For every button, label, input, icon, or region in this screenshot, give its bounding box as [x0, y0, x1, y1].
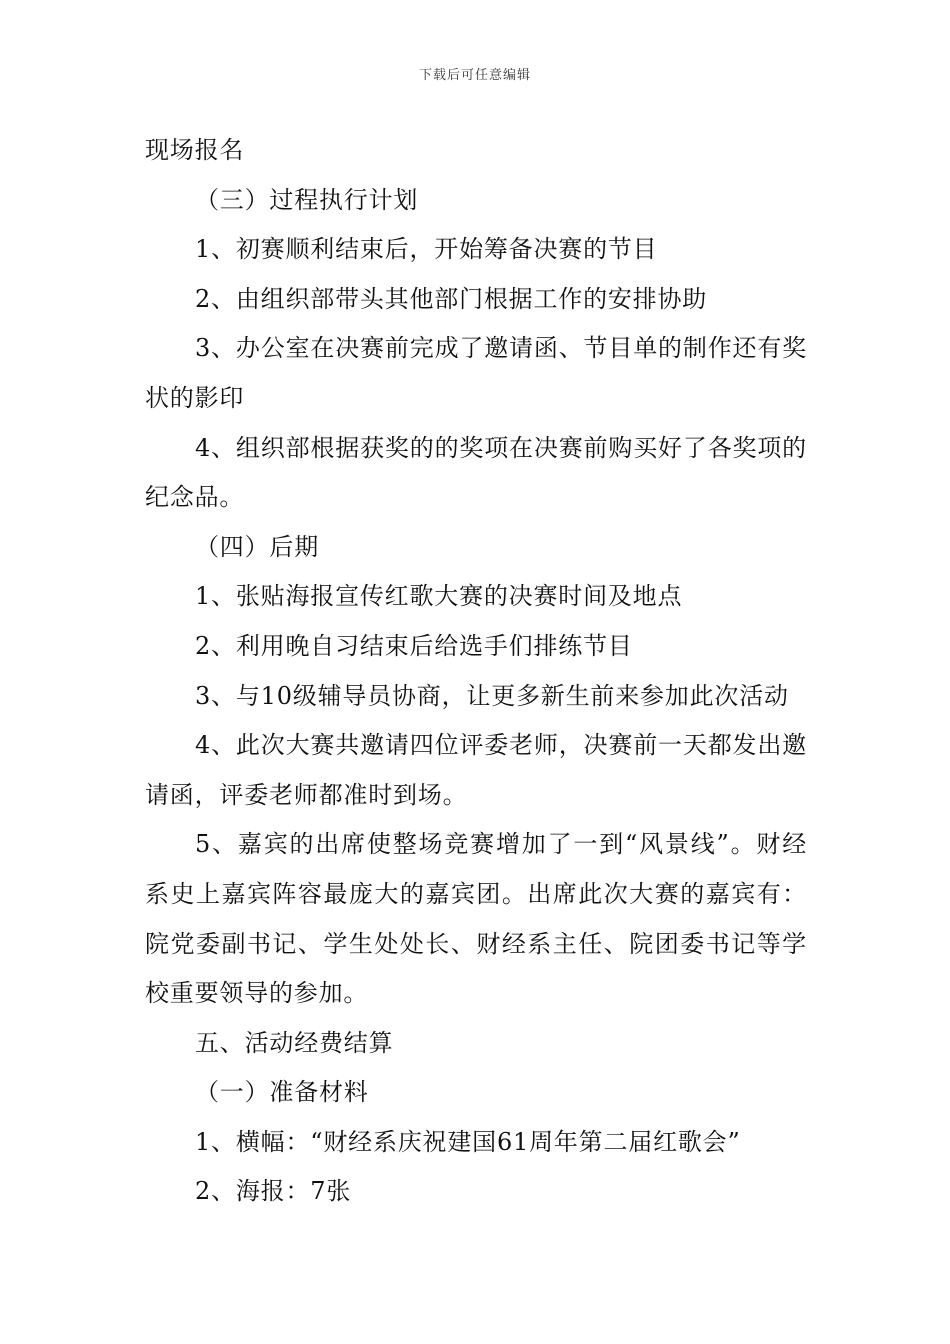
heading-materials: （一）准备材料 — [195, 1078, 369, 1107]
paragraph-later-1: 1、张贴海报宣传红歌大赛的决赛时间及地点 — [195, 582, 683, 611]
paragraph-process-3: 3、办公室在决赛前完成了邀请函、节目单的制作还有奖状的影印 — [145, 334, 807, 412]
paragraph-process-1: 1、初赛顺利结束后，开始筹备决赛的节目 — [195, 235, 658, 264]
document-body — [145, 126, 807, 1217]
paragraph-later-3: 3、与10级辅导员协商，让更多新生前来参加此次活动 — [195, 681, 789, 710]
paragraph-later-4: 4、此次大赛共邀请四位评委老师，决赛前一天都发出邀请函，评委老师都准时到场。 — [145, 731, 807, 809]
paragraph-registration: 现场报名 — [145, 136, 245, 164]
paragraph-process-2: 2、由组织部带头其他部门根据工作的安排协助 — [195, 284, 708, 313]
heading-process-plan: （三）过程执行计划 — [195, 185, 419, 214]
paragraph-materials-2: 2、海报：7张 — [195, 1177, 352, 1206]
heading-later-stage: （四）后期 — [195, 532, 319, 561]
paragraph-later-2: 2、利用晚自习结束后给选手们排练节目 — [195, 631, 633, 660]
page-header-note: 下载后可任意编辑 — [418, 68, 531, 83]
paragraph-materials-1: 1、横幅：“财经系庆祝建国61周年第二届红歌会” — [195, 1127, 741, 1156]
paragraph-later-5: 5、嘉宾的出席使整场竞赛增加了一到“风景线”。财经系史上嘉宾阵容最庞大的嘉宾团。出席此次大赛的嘉宾有：院党委副书记、学生处处长、财经系主任、院团委书记等学校重要领导的参加。 — [145, 830, 807, 1008]
heading-budget: 五、活动经费结算 — [195, 1028, 394, 1057]
paragraph-process-4: 4、组织部根据获奖的的奖项在决赛前购买好了各奖项的纪念品。 — [145, 433, 807, 512]
